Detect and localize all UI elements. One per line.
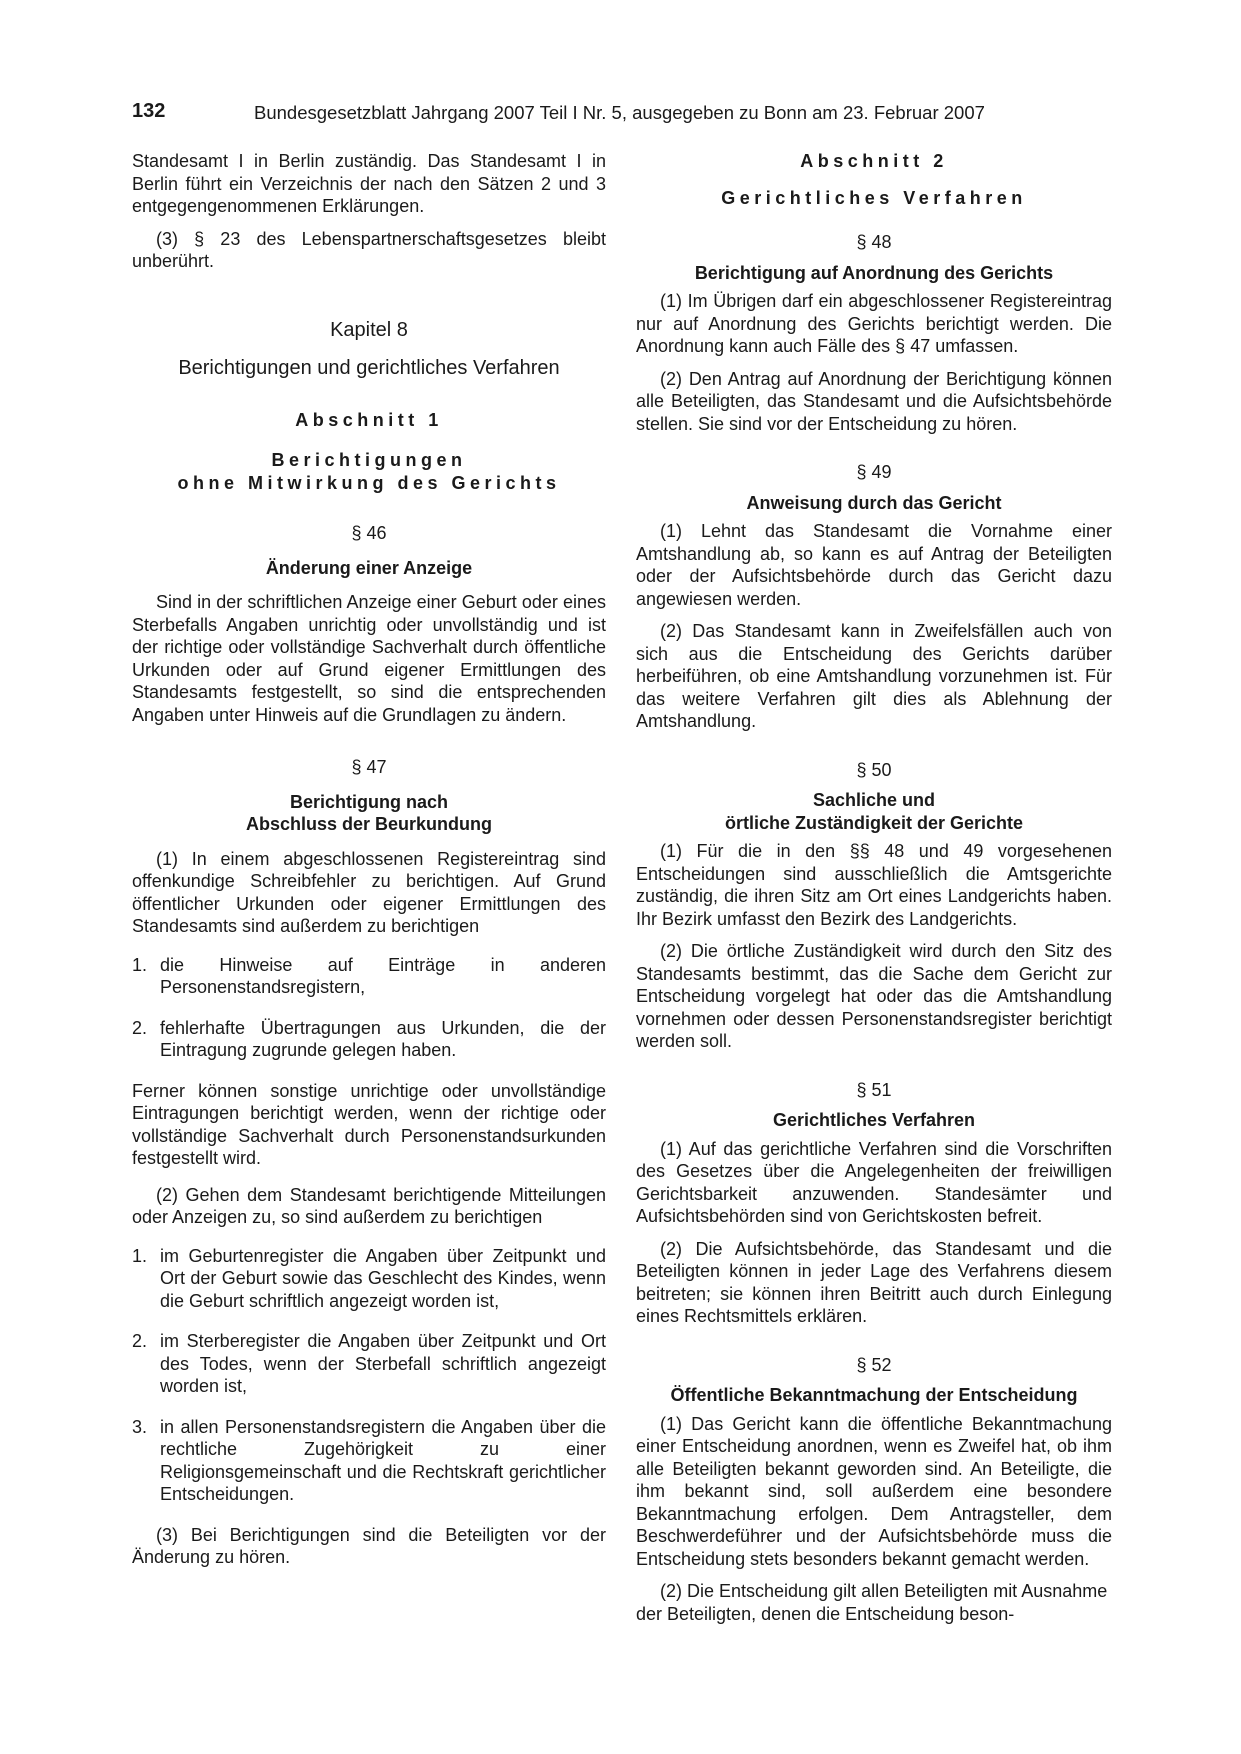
list-item: 1. die Hinweise auf Einträge in anderen Personenstandsregistern, (132, 954, 606, 997)
paragraph-49-2: (2) Das Standesamt kann in Zweifelsfällen auch von sich aus die Entscheidung des Gerichts darüber herbeiführen, ob eine Amtshandlung vorzunehmen ist. Für das weitere Verfahren gilt dies als Ablehnung der Amtshandlung. (636, 621, 1112, 731)
paragraph-title-47-line-2: Abschluss der Beurkundung (245, 814, 493, 834)
paragraph-number-48: § 48 (856, 232, 892, 252)
section-heading: Abschnitt 1 (295, 409, 443, 430)
paragraph-number-52: § 52 (856, 1354, 892, 1375)
right-column (636, 150, 1112, 1635)
paragraph-49-1: (1) Lehnt das Standesamt die Vornahme einer Amtshandlung ab, so kann es auf Antrag der Beteiligten oder der Aufsichtsbehörde durch das Gericht dazu angewiesen werden. (636, 521, 1112, 609)
paragraph-number-50: § 50 (856, 759, 892, 780)
paragraph-47-1: (1) In einem abgeschlossenen Registereintrag sind offenkundige Schreibfehler zu berichtigen. Auf Grund öffentlicher Urkunden oder eigener Ermittlungen des Standesamts sind außerdem zu berichtigen (132, 848, 606, 936)
paragraph-number-46: § 46 (351, 523, 387, 543)
paragraph-title-47-line-1: Berichtigung nach (289, 791, 448, 812)
paragraph-47-1-continued: Ferner können sonstige unrichtige oder unvollständige Eintragungen berichtigt werden, wenn der richtige oder vollständige Sachverhalt durch Personenstandsurkunden festgestellt wird. (132, 1080, 606, 1168)
list-item: 1. im Geburtenregister die Angaben über Zeitpunkt und Ort der Geburt sowie das Geschlecht des Kindes, wenn die Geburt schriftlich angezeigt worden ist, (132, 1245, 606, 1311)
list-item: 3. in allen Personenstandsregistern die Angaben über die rechtliche Zugehörigkeit zu einer Religionsgemeinschaft und die Rechtskraft gerichtlicher Entscheidungen. (132, 1416, 606, 1504)
list-item: 2. im Sterberegister die Angaben über Zeitpunkt und Ort des Todes, wenn der Sterbefall schriftlich angezeigt worden ist, (132, 1331, 606, 1396)
paragraph-48-2: (2) Den Antrag auf Anordnung der Berichtigung können alle Beteiligten, das Standesamt und die Aufsichtsbehörde stellen. Sie sind vor der Entscheidung zu hören. (636, 368, 1112, 434)
chapter-title: Berichtigungen und gerichtliches Verfahren (178, 356, 560, 379)
paragraph-52-2: (2) Die Entscheidung gilt allen Beteiligten mit Ausnahme der Beteiligten, denen die Entscheidung beson- (636, 1581, 1108, 1624)
paragraph-title-50-line-1: Sachliche und (812, 790, 936, 810)
paragraph-47-3: (3) Bei Berichtigungen sind die Beteiligten vor der Änderung zu hören. (132, 1524, 606, 1567)
section-title-line-1: Berichtigungen (271, 450, 467, 470)
paragraph-47-2: (2) Gehen dem Standesamt berichtigende Mitteilungen oder Anzeigen zu, so sind außerdem zu berichtigen (132, 1184, 606, 1227)
list-item: 2. fehlerhafte Übertragungen aus Urkunden, die der Eintragung zugrunde gelegen haben. (132, 1017, 606, 1060)
paragraph-title-52: Öffentliche Bekanntmachung der Entscheidung (670, 1385, 1078, 1405)
list-47-2 (132, 1245, 606, 1506)
paragraph-title-46: Änderung einer Anzeige (265, 557, 473, 578)
paragraph-50-1: (1) Für die in den §§ 48 und 49 vorgesehenen Entscheidungen sind ausschließlich die Amtsgerichte zuständig, die ihren Sitz am Ort eines Landgerichts haben. Ihr Bezirk umfasst den Bezirk des Landgerichts. (636, 841, 1112, 929)
left-column (132, 150, 606, 1579)
paragraph-46-text: Sind in der schriftlichen Anzeige einer Geburt oder eines Sterbefalls Angaben unrichtig oder unvollständig und ist der richtige oder vollständige Sachverhalt durch öffentliche Urkunden oder auf Grund eigener Ermittlungen des Standesamts festgestellt, so sind die entsprechenden Angaben unter Hinweis auf die Grundlagen zu ändern. (132, 592, 606, 725)
section-title: Gerichtliches Verfahren (721, 187, 1027, 208)
section-heading: Abschnitt 2 (800, 151, 948, 171)
paragraph-51-2: (2) Die Aufsichtsbehörde, das Standesamt und die Beteiligten können in jeder Lage des Verfahrens diesem beitreten; sie können ihren Beitritt auch durch Einlegung eines Rechtsmittels erklären. (636, 1238, 1112, 1326)
paragraph-number-49: § 49 (856, 462, 892, 482)
paragraph-number-51: § 51 (856, 1079, 892, 1100)
chapter-heading: Kapitel 8 (330, 318, 408, 341)
paragraph-51-1: (1) Auf das gerichtliche Verfahren sind die Vorschriften des Gesetzes über die Angelegenheiten der freiwilligen Gerichtsbarkeit anzuwenden. Standesämter und Aufsichtsbehörden sind von Gerichtskosten befreit. (636, 1138, 1112, 1226)
running-title: Bundesgesetzblatt Jahrgang 2007 Teil I Nr. 5, ausgegeben zu Bonn am 23. Februar 2007 (254, 102, 985, 123)
list-47-1 (132, 954, 606, 1062)
section-title-line-2: ohne Mitwirkung des Gerichts (177, 472, 561, 493)
continued-paragraph: Standesamt I in Berlin zuständig. Das Standesamt I in Berlin führt ein Verzeichnis der nach den Sätzen 2 und 3 entgegengenommenen Erklärungen. (132, 151, 606, 216)
paragraph-52-1: (1) Das Gericht kann die öffentliche Bekanntmachung einer Entscheidung anordnen, wenn es Zweifel hat, ob ihm alle Beteiligten bekannt geworden sind. An Beteiligte, die ihm bekannt sind, soll außerdem eine besondere Bekanntmachung erfolgen. Dem Antragsteller, dem Beschwerdeführer und der Aufsichtsbehörde muss die Entscheidung stets besonders bekannt gemacht werden. (636, 1413, 1112, 1569)
page-number: 132 (132, 100, 166, 122)
paragraph-title-50-line-2: örtliche Zuständigkeit der Gerichte (724, 812, 1024, 833)
paragraph-title-48: Berichtigung auf Anordnung des Gerichts (694, 262, 1054, 283)
paragraph-3: (3) § 23 des Lebenspartnerschaftsgesetzes bleibt unberührt. (132, 228, 606, 271)
paragraph-48-1: (1) Im Übrigen darf ein abgeschlossener Registereintrag nur auf Anordnung des Gerichts berichtigt werden. Die Anordnung kann auch Fälle des § 47 umfassen. (636, 291, 1112, 356)
paragraph-title-49: Anweisung durch das Gericht (746, 492, 1002, 513)
paragraph-50-2: (2) Die örtliche Zuständigkeit wird durch den Sitz des Standesamts bestimmt, das die Sache dem Gericht zur Entscheidung vorgelegt hat oder das die Amtshandlung vornehmen oder dessen Personenstandsregister berichtigt werden soll. (636, 941, 1112, 1051)
paragraph-title-51: Gerichtliches Verfahren (772, 1110, 976, 1130)
paragraph-number-47: § 47 (351, 757, 387, 777)
